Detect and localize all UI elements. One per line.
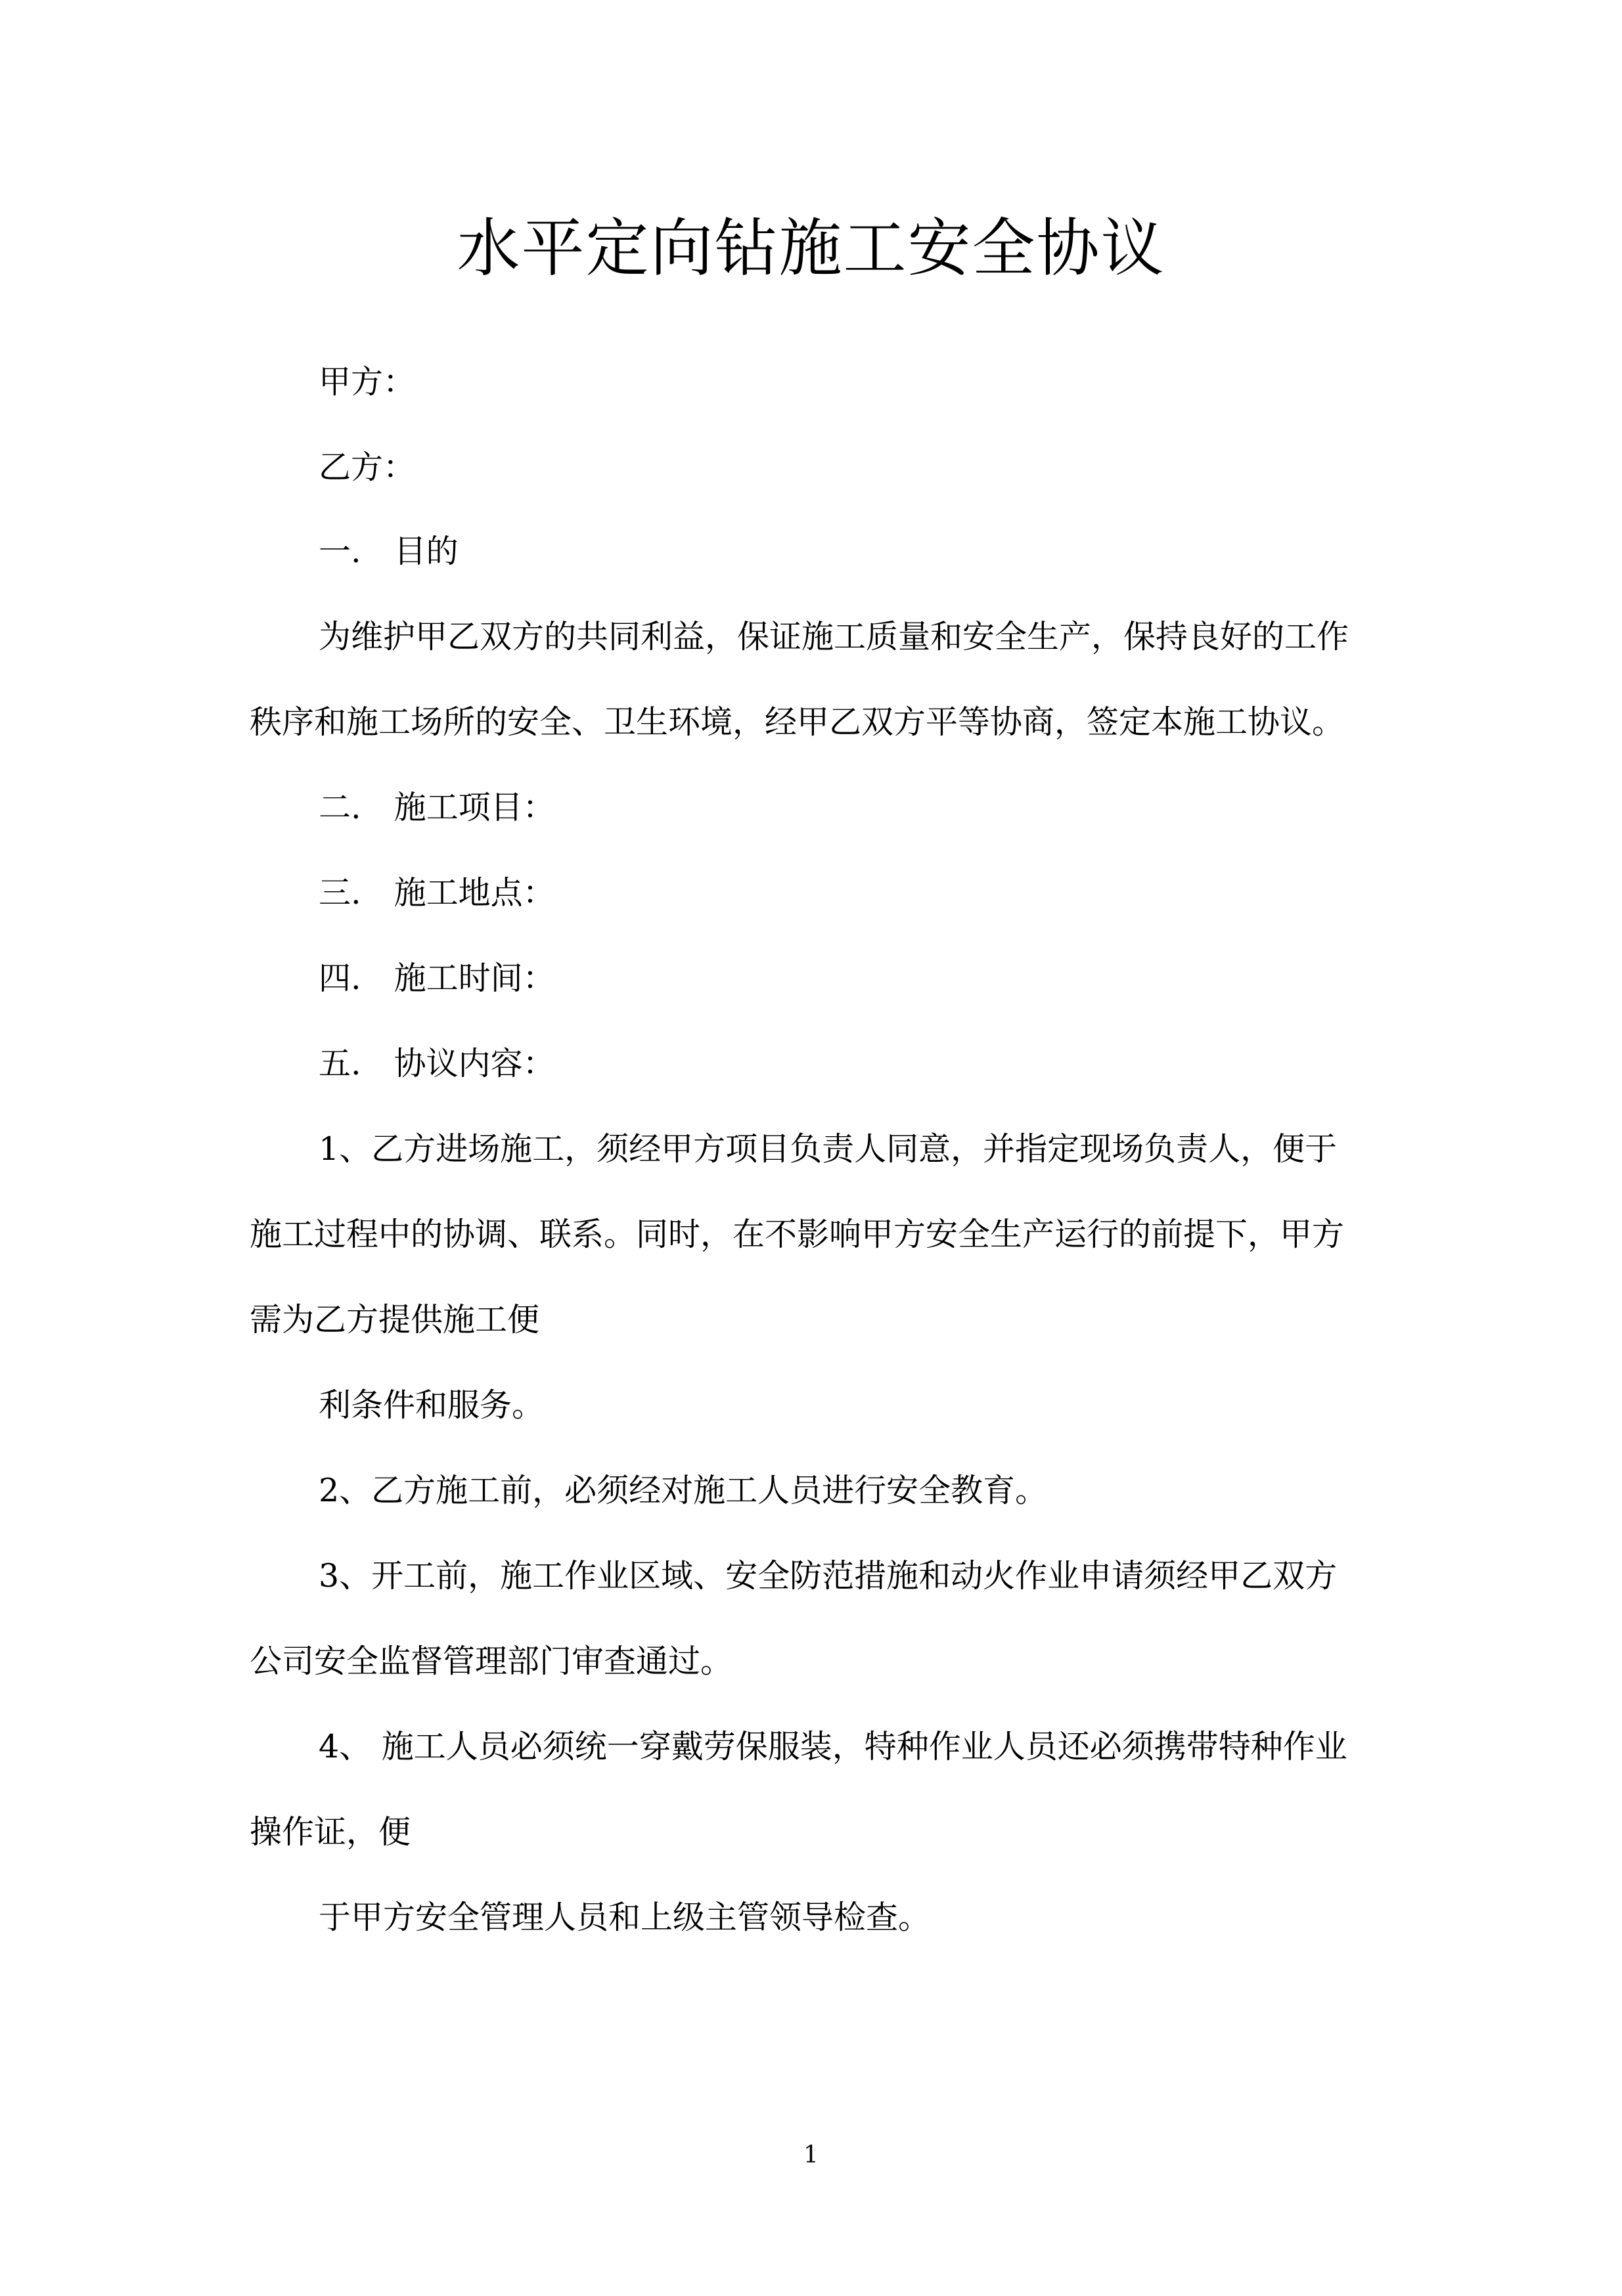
section-heading-project bbox=[319, 787, 1449, 829]
section-title: 目的 bbox=[394, 533, 459, 570]
clause-1-line-3: 需为乙方提供施工便 bbox=[250, 1301, 540, 1338]
section-heading-content bbox=[319, 1043, 1449, 1085]
section-heading-purpose bbox=[319, 531, 1449, 573]
clause-3-line-2: 公司安全监督管理部门审查通过。 bbox=[250, 1643, 733, 1680]
section-number: 一. bbox=[319, 533, 361, 570]
clause-4-line-1: 4、 施工人员必须统一穿戴劳保服装，特种作业人员还必须携带特种作业 bbox=[319, 1728, 1347, 1765]
party-a-label: 甲方： bbox=[319, 363, 416, 401]
clause-3-line-1: 3、开工前，施工作业区域、安全防范措施和动火作业申请须经甲乙双方 bbox=[319, 1557, 1338, 1595]
clause-4-line-2: 操作证，便 bbox=[250, 1813, 411, 1851]
section-title: 协议内容： bbox=[394, 1045, 555, 1082]
purpose-line-1: 为维护甲乙双方的共同利益，保证施工质量和安全生产，保持良好的工作 bbox=[319, 618, 1349, 655]
section-number: 四. bbox=[319, 960, 361, 997]
page-number: 1 bbox=[803, 2142, 819, 2169]
party-b-label: 乙方： bbox=[319, 449, 416, 486]
section-number: 五. bbox=[319, 1045, 361, 1082]
section-heading-time bbox=[319, 958, 1449, 1000]
clause-4-line-3: 于甲方安全管理人员和上级主管领导检查。 bbox=[319, 1899, 931, 1936]
section-number: 二. bbox=[319, 789, 361, 826]
clause-1-line-1: 1、乙方进场施工，须经甲方项目负责人同意，并指定现场负责人，便于 bbox=[319, 1130, 1338, 1168]
section-title: 施工地点： bbox=[394, 874, 555, 912]
clause-2-line-1: 2、乙方施工前，必须经对施工人员进行安全教育。 bbox=[319, 1472, 1048, 1509]
purpose-line-2: 秩序和施工场所的安全、卫生环境，经甲乙双方平等协商，签定本施工协议。 bbox=[250, 703, 1345, 741]
section-number: 三. bbox=[319, 874, 361, 912]
clause-1-line-2: 施工过程中的协调、联系。同时，在不影响甲方安全生产运行的前提下，甲方 bbox=[250, 1216, 1345, 1253]
section-title: 施工时间： bbox=[394, 960, 555, 997]
clause-1-line-4: 利条件和服务。 bbox=[319, 1386, 545, 1424]
document-title: 水平定向钻施工安全协议 bbox=[457, 211, 1165, 285]
section-title: 施工项目： bbox=[394, 789, 555, 826]
section-heading-location bbox=[319, 872, 1449, 914]
